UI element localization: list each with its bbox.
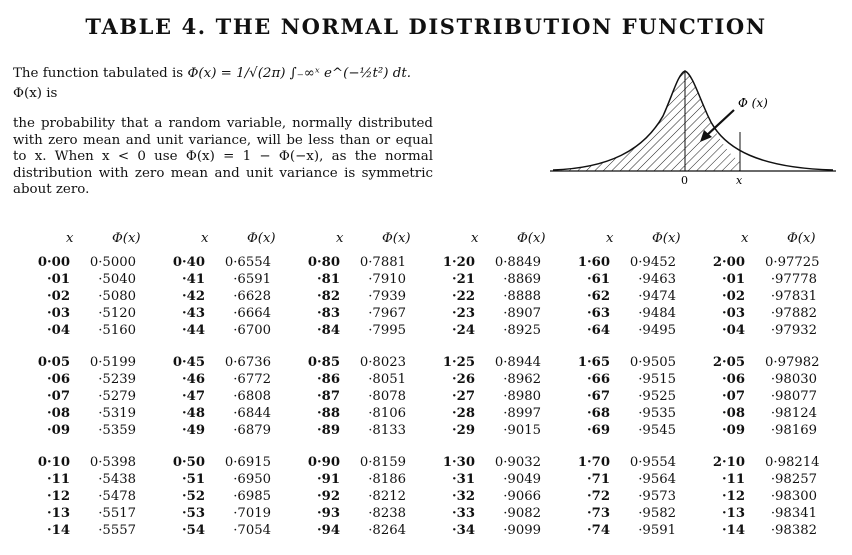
phi-value: ·8133 [368,423,406,438]
phi-value: ·98030 [770,372,817,387]
phi-value: ·6808 [233,389,271,404]
phi-value: ·5359 [98,423,136,438]
x-value: ·34 [452,523,475,538]
x-value: ·28 [452,406,475,421]
phi-value: 0·97982 [765,355,820,370]
phi-value: ·6700 [233,323,271,338]
header-phi: Φ(x) [247,231,276,246]
x-value: ·06 [47,372,70,387]
phi-value: ·7910 [368,272,406,287]
phi-value: ·98341 [770,506,817,521]
x-value: ·26 [452,372,475,387]
phi-value: ·98257 [770,472,817,487]
formula-lead: The function tabulated is [13,66,184,81]
x-value: ·07 [722,389,745,404]
x-value: ·87 [317,389,340,404]
phi-value: ·7054 [233,523,271,538]
x-value: ·47 [182,389,205,404]
phi-value: ·6844 [233,406,271,421]
x-value: ·54 [182,523,205,538]
x-value: ·42 [182,289,205,304]
phi-value: 0·9554 [629,455,676,470]
phi-value: ·9484 [638,306,676,321]
x-value: ·83 [317,306,340,321]
x-value: ·14 [722,523,745,538]
phi-value: ·6985 [233,489,271,504]
phi-value: ·97932 [770,323,817,338]
x-value: ·11 [722,472,745,487]
x-value: ·06 [722,372,745,387]
header-x: x [471,231,479,246]
phi-value: ·8106 [368,406,406,421]
phi-value: ·9082 [503,506,541,521]
phi-value: ·98077 [770,389,817,404]
x-value: ·71 [587,472,610,487]
phi-value: ·6879 [233,423,271,438]
x-value: ·29 [452,423,475,438]
x-value: ·04 [47,323,70,338]
x-value: ·91 [317,472,340,487]
x-value: ·68 [587,406,610,421]
phi-value: ·6628 [233,289,271,304]
header-x: x [66,231,74,246]
phi-value: ·8980 [503,389,541,404]
header-x: x [606,231,614,246]
phi-value: ·9591 [638,523,676,538]
phi-value: ·6950 [233,472,271,487]
x-value: ·11 [47,472,70,487]
phi-value: ·98124 [770,406,817,421]
phi-value: ·8078 [368,389,406,404]
x-value: 2·00 [712,255,745,270]
phi-value: 0·7881 [359,255,406,270]
header-x: x [336,231,344,246]
phi-value: ·7019 [233,506,271,521]
x-value: ·52 [182,489,205,504]
x-value: ·23 [452,306,475,321]
phi-value: ·5557 [98,523,136,538]
phi-value: ·7939 [368,289,406,304]
x-value: 0·05 [37,355,70,370]
x-value: 0·85 [307,355,340,370]
phi-value: ·5239 [98,372,136,387]
phi-value: 0·6736 [224,355,271,370]
phi-value: ·8212 [368,489,406,504]
x-value: ·49 [182,423,205,438]
phi-value: ·6591 [233,272,271,287]
phi-value: 0·9505 [629,355,676,370]
phi-value: ·9099 [503,523,541,538]
x-value: 1·60 [577,255,610,270]
header-phi: Φ(x) [787,231,816,246]
phi-value: ·8925 [503,323,541,338]
phi-value: ·5120 [98,306,136,321]
phi-value: ·8888 [503,289,541,304]
phi-value: ·5160 [98,323,136,338]
x-value: ·33 [452,506,475,521]
intro-text [13,64,433,199]
x-value: ·53 [182,506,205,521]
x-value: ·21 [452,272,475,287]
x-value: ·13 [722,506,745,521]
x-value: 0·90 [307,455,340,470]
x-value: ·82 [317,289,340,304]
x-value: ·93 [317,506,340,521]
phi-value: ·5319 [98,406,136,421]
header-phi: Φ(x) [112,231,141,246]
phi-value: ·9049 [503,472,541,487]
phi-value: ·9535 [638,406,676,421]
phi-value: ·9582 [638,506,676,521]
phi-value: ·7995 [368,323,406,338]
phi-value: ·98169 [770,423,817,438]
x-value: ·73 [587,506,610,521]
x-value: ·08 [47,406,70,421]
x-value: ·41 [182,272,205,287]
x-value: ·46 [182,372,205,387]
x-value: ·09 [47,423,70,438]
phi-value: ·6772 [233,372,271,387]
phi-value: ·7967 [368,306,406,321]
phi-value: ·97882 [770,306,817,321]
header-x: x [741,231,749,246]
x-value: ·31 [452,472,475,487]
x-value: ·48 [182,406,205,421]
x-value: ·04 [722,323,745,338]
intro-body: the probability that a random variable, normally distributed with zero mean and unit variance, will be less than or equal to x. When x < 0 use Φ(x) = 1 − Φ(−x), as the normal distribution with zero mean and unit variance is symmetric about zero. [13,116,433,197]
x-value: 0·45 [172,355,205,370]
phi-value: 0·8023 [359,355,406,370]
phi-value: 0·97725 [765,255,820,270]
x-value: 0·50 [172,455,205,470]
x-value: ·13 [47,506,70,521]
page-title: TABLE 4. THE NORMAL DISTRIBUTION FUNCTION [85,14,767,39]
x-value: ·84 [317,323,340,338]
phi-value: ·8051 [368,372,406,387]
x-value: 2·10 [712,455,745,470]
header-phi: Φ(x) [652,231,681,246]
x-value: ·24 [452,323,475,338]
x-value: ·63 [587,306,610,321]
x-value: 1·65 [577,355,610,370]
phi-value: ·5517 [98,506,136,521]
x-value: ·02 [47,289,70,304]
x-value: ·22 [452,289,475,304]
x-value: ·51 [182,472,205,487]
phi-value: ·9015 [503,423,541,438]
x-value: ·44 [182,323,205,338]
x-value: 1·25 [442,355,475,370]
x-value: ·81 [317,272,340,287]
phi-value: ·9564 [638,472,676,487]
phi-value: 0·9452 [629,255,676,270]
phi-value: ·5080 [98,289,136,304]
phi-value: ·5478 [98,489,136,504]
phi-value: ·6664 [233,306,271,321]
phi-value: ·5279 [98,389,136,404]
phi-value: ·9515 [638,372,676,387]
x-label: x [736,174,743,187]
phi-value: ·8869 [503,272,541,287]
x-value: ·32 [452,489,475,504]
x-value: ·12 [722,489,745,504]
phi-value: ·8997 [503,406,541,421]
x-value: ·86 [317,372,340,387]
shaded-area [553,71,740,171]
phi-value: ·8264 [368,523,406,538]
phi-value: ·5438 [98,472,136,487]
header-x: x [201,231,209,246]
x-value: ·03 [722,306,745,321]
phi-value: ·9463 [638,272,676,287]
phi-value: ·98382 [770,523,817,538]
x-value: 0·10 [37,455,70,470]
x-value: 0·00 [37,255,70,270]
phi-value: ·98300 [770,489,817,504]
header-phi: Φ(x) [517,231,546,246]
x-value: ·94 [317,523,340,538]
x-value: ·92 [317,489,340,504]
x-value: ·88 [317,406,340,421]
phi-value: 0·5199 [89,355,136,370]
zero-label: 0 [681,174,688,187]
curve-label: Φ (x) [738,96,768,110]
x-value: ·72 [587,489,610,504]
phi-value: 0·5000 [89,255,136,270]
x-value: 0·80 [307,255,340,270]
formula-tail: Φ(x) is [13,86,58,101]
phi-value: ·9545 [638,423,676,438]
phi-value: ·8907 [503,306,541,321]
phi-value: 0·8944 [494,355,541,370]
x-value: ·62 [587,289,610,304]
phi-value: 0·6554 [224,255,271,270]
x-value: ·61 [587,272,610,287]
phi-value: 0·8159 [359,455,406,470]
phi-value: 0·5398 [89,455,136,470]
x-value: ·64 [587,323,610,338]
phi-value: ·9066 [503,489,541,504]
x-value: ·08 [722,406,745,421]
x-value: ·09 [722,423,745,438]
x-value: ·14 [47,523,70,538]
phi-value: ·9573 [638,489,676,504]
phi-value: ·9495 [638,323,676,338]
x-value: 1·20 [442,255,475,270]
phi-value: 0·98214 [765,455,820,470]
phi-value: ·97831 [770,289,817,304]
x-value: ·02 [722,289,745,304]
phi-value: ·5040 [98,272,136,287]
x-value: ·12 [47,489,70,504]
x-value: ·43 [182,306,205,321]
header-phi: Φ(x) [382,231,411,246]
x-value: ·67 [587,389,610,404]
x-value: 2·05 [712,355,745,370]
x-value: ·89 [317,423,340,438]
x-value: 1·70 [577,455,610,470]
x-value: ·69 [587,423,610,438]
formula-line [13,64,433,104]
x-value: ·01 [47,272,70,287]
phi-value: ·8238 [368,506,406,521]
x-value: ·01 [722,272,745,287]
x-value: ·66 [587,372,610,387]
x-value: 0·40 [172,255,205,270]
phi-value: ·8186 [368,472,406,487]
x-value: ·74 [587,523,610,538]
phi-value: 0·8849 [494,255,541,270]
phi-value: 0·6915 [224,455,271,470]
x-value: ·03 [47,306,70,321]
phi-value: ·9474 [638,289,676,304]
phi-value: ·8962 [503,372,541,387]
phi-value: ·9525 [638,389,676,404]
normal-curve-figure [548,56,838,188]
x-value: ·27 [452,389,475,404]
phi-value: 0·9032 [494,455,541,470]
phi-value: ·97778 [770,272,817,287]
formula: Φ(x) = 1/√(2π) ∫₋∞ˣ e^(−½t²) dt. [187,66,411,81]
x-value: 1·30 [442,455,475,470]
x-value: ·07 [47,389,70,404]
